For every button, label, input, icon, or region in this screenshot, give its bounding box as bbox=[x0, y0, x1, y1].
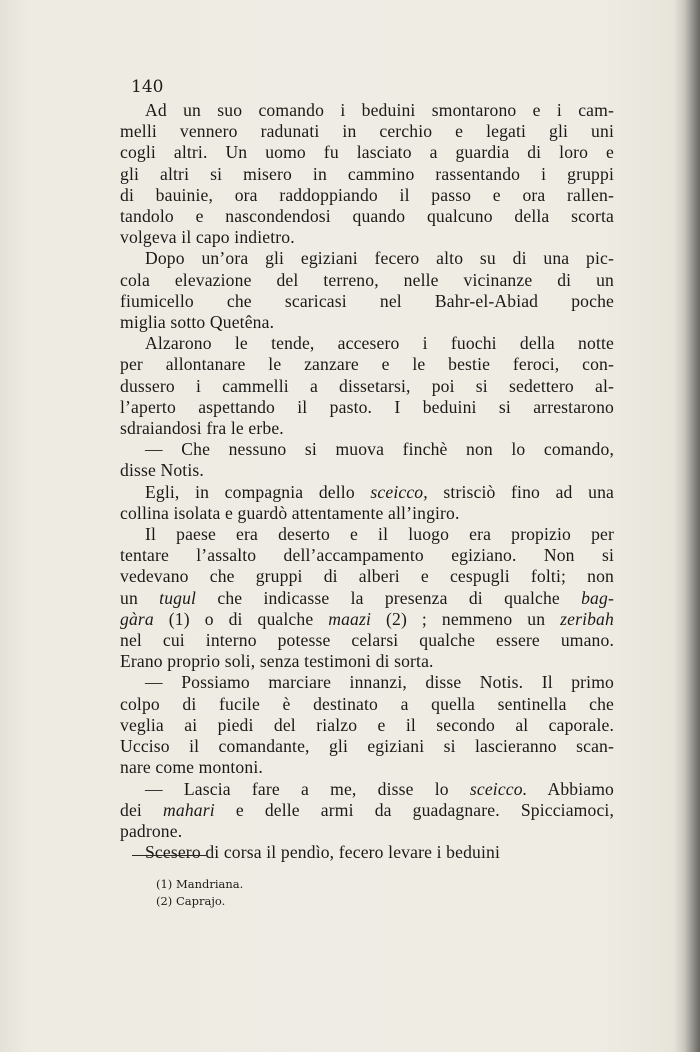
text-line: Dopo un’ora gli egiziani fecero alto su di una pic- bbox=[145, 248, 614, 269]
text-line: — Che nessuno si muova finchè non lo comando, bbox=[145, 439, 614, 460]
text-line: l’aperto aspettando il pasto. I beduini si arrestarono bbox=[120, 396, 614, 417]
text-line: tentare l’assalto dell’accampamento egiziano. Non si bbox=[120, 545, 614, 566]
text-line: tandolo e nascondendosi quando qualcuno della scorta bbox=[120, 206, 614, 227]
text-line: Scesero di corsa il pendìo, fecero levare i beduini bbox=[145, 842, 500, 863]
text-line: sdraiandosi fra le erbe. bbox=[120, 418, 284, 439]
text-line: disse Notis. bbox=[120, 460, 204, 481]
text-line: cogli altri. Un uomo fu lasciato a guardia di loro e bbox=[120, 142, 614, 163]
text-line: veglia ai piedi del rialzo e il secondo al caporale. bbox=[120, 714, 614, 735]
text-line: volgeva il capo indietro. bbox=[120, 227, 295, 248]
text-line: — Lascia fare a me, disse lo sceicco. Abbiamo bbox=[145, 778, 614, 799]
text-line: un tugul che indicasse la presenza di qualche bag- bbox=[120, 587, 614, 608]
text-line: Ad un suo comando i beduini smontarono e i cam- bbox=[145, 100, 614, 120]
text-line: Erano proprio soli, senza testimoni di sorta. bbox=[120, 651, 434, 672]
text-line: Il paese era deserto e il luogo era propizio per bbox=[145, 524, 614, 545]
text-line: Egli, in compagnia dello sceicco, strisciò fino ad una bbox=[145, 481, 614, 502]
text-line: dussero i cammelli a dissetarsi, poi si sedettero al- bbox=[120, 375, 614, 396]
text-line: vedevano che gruppi di alberi e cespugli folti; non bbox=[120, 566, 614, 587]
text-line: melli vennero radunati in cerchio e legati gli uni bbox=[120, 121, 614, 142]
footnotes bbox=[156, 876, 243, 910]
text-line: — Possiamo marciare innanzi, disse Notis. Il primo bbox=[145, 672, 614, 693]
text-line: gli altri si misero in cammino rassentando i gruppi bbox=[120, 163, 614, 184]
text-line: Ucciso il comandante, gli egiziani si lascieranno scan- bbox=[120, 736, 614, 757]
text-line: miglia sotto Quetêna. bbox=[120, 312, 275, 333]
binding-shadow bbox=[674, 0, 700, 1052]
text-line: nare come montoni. bbox=[120, 757, 263, 778]
text-line: nel cui interno potesse celarsi qualche essere umano. bbox=[120, 630, 614, 651]
text-line: colpo di fucile è destinato a quella sentinella che bbox=[120, 693, 614, 714]
text-line: padrone. bbox=[120, 820, 183, 841]
footnote: (2) Caprajo. bbox=[156, 894, 226, 908]
text-line: gàra (1) o di qualche maazi (2) ; nemmeno un zeribah bbox=[120, 608, 614, 629]
body-text bbox=[120, 100, 614, 863]
footnote-divider bbox=[132, 855, 206, 856]
text-line: fiumicello che scaricasi nel Bahr-el-Abiad poche bbox=[120, 290, 614, 311]
text-line: Alzarono le tende, accesero i fuochi della notte bbox=[145, 333, 614, 354]
text-line: per allontanare le zanzare e le bestie feroci, con- bbox=[120, 354, 614, 375]
text-line: cola elevazione del terreno, nelle vicinanze di un bbox=[120, 269, 614, 290]
text-line: dei mahari e delle armi da guadagnare. Spicciamoci, bbox=[120, 799, 614, 820]
text-line: collina isolata e guardò attentamente all’ingiro. bbox=[120, 502, 460, 523]
page-number: 140 bbox=[131, 77, 164, 97]
footnote: (1) Mandriana. bbox=[156, 877, 244, 891]
text-line: di bauinie, ora raddoppiando il passo e ora rallen- bbox=[120, 184, 614, 205]
